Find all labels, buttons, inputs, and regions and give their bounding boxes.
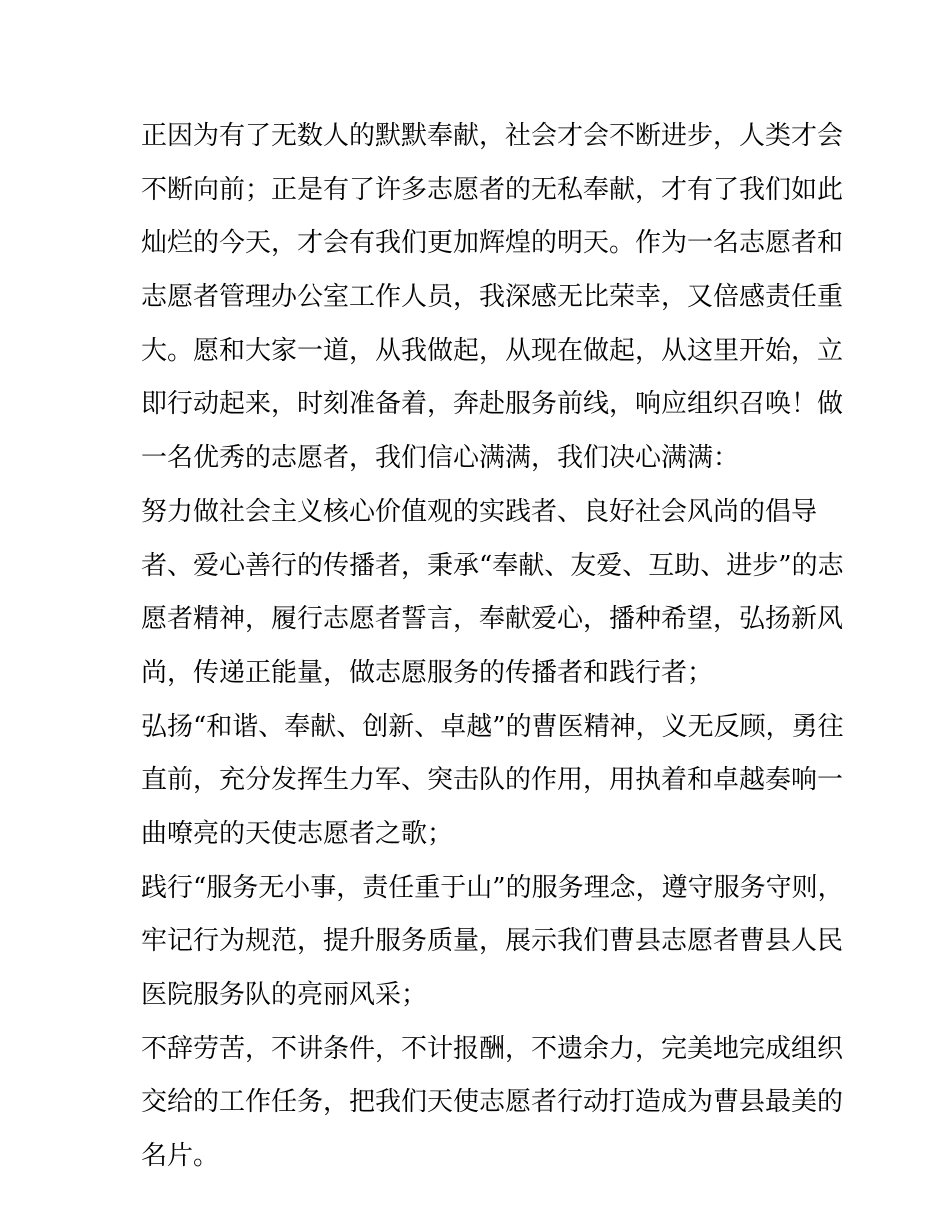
body-text: [141, 110, 844, 1184]
text-line: 牢记行为规范，提升服务质量，展示我们曹县志愿者曹县人民: [141, 926, 844, 957]
text-line: 灿烂的今天，才会有我们更加辉煌的明天。作为一名志愿者和: [141, 228, 844, 259]
text-line: 医院服务队的亮丽风采；: [141, 980, 428, 1010]
text-line: 践行“服务无小事，责任重于山”的服务理念，遵守服务守则，: [141, 872, 844, 903]
text-line: 大。愿和大家一道，从我做起，从现在做起，从这里开始，立: [141, 335, 844, 366]
text-line: 尚，传递正能量，做志愿服务的传播者和践行者；: [141, 657, 714, 688]
text-line: 曲嘹亮的天使志愿者之歌；: [141, 818, 454, 849]
text-line: 志愿者管理办公室工作人员，我深感无比荣幸，又倍感责任重: [141, 282, 844, 313]
text-line: 正因为有了无数人的默默奉献，社会才会不断进步，人类才会: [141, 121, 844, 151]
text-line: 不断向前；正是有了许多志愿者的无私奉献，才有了我们如此: [141, 174, 844, 205]
text-line: 不辞劳苦，不讲条件，不计报酬，不遗余力，完美地完成组织: [141, 1033, 844, 1064]
text-line: 愿者精神，履行志愿者誓言，奉献爱心，播种希望，弘扬新风: [141, 604, 844, 635]
text-line: 弘扬“和谐、奉献、创新、卓越”的曹医精神，义无反顾，勇往: [141, 711, 844, 742]
text-line: 交给的工作任务，把我们天使志愿者行动打造成为曹县最美的: [141, 1087, 844, 1118]
text-line: 努力做社会主义核心价值观的实践者、良好社会风尚的倡导: [141, 496, 818, 527]
text-line: 一名优秀的志愿者，我们信心满满，我们决心满满：: [141, 443, 740, 474]
text-line: 者、爱心善行的传播者，秉承“奉献、友爱、互助、进步”的志: [141, 550, 844, 581]
text-line: 名片。: [141, 1141, 220, 1172]
text-line: 直前，充分发挥生力军、突击队的作用，用执着和卓越奏响一: [141, 765, 844, 796]
text-line: 即行动起来，时刻准备着，奔赴服务前线，响应组织召唤！做: [141, 389, 844, 420]
